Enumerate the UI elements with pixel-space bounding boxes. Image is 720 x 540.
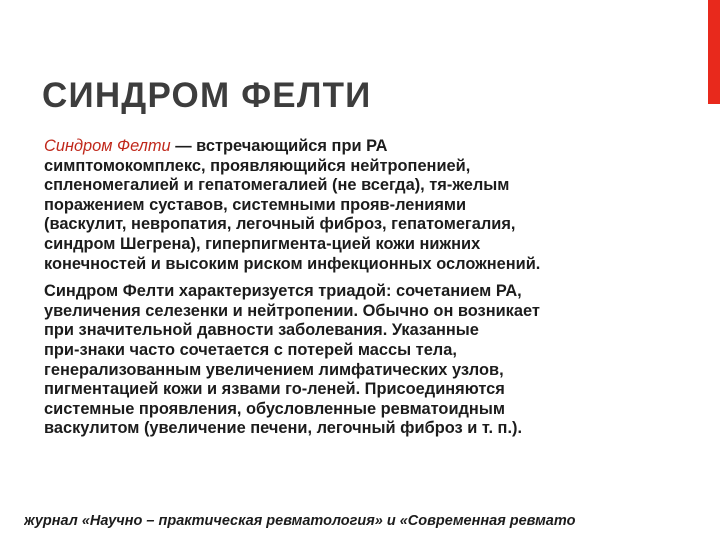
text-line: генерализованным увеличением лимфатических узлов, xyxy=(44,360,504,379)
text-line: Синдром Фелти характеризуется триадой: сочетанием РА, xyxy=(44,282,522,301)
text-line: поражением суставов, системными прояв-лениями xyxy=(44,195,467,214)
slide-body xyxy=(44,137,644,439)
text-line: спленомегалией и гепатомегалией (не всегда), тя-желым xyxy=(44,176,510,195)
slide-title: СИНДРОМ ФЕЛТИ xyxy=(42,76,372,115)
text-line: синдром Шегрена), гиперпигмента-цией кожи нижних xyxy=(44,234,481,253)
source-footer: журнал «Научно – практическая ревматология» и «Современная ревмато xyxy=(24,513,576,529)
text-line: при-знаки часто сочетается с потерей массы тела, xyxy=(44,340,457,359)
text-line: конечностей и высоким риском инфекционных осложнений. xyxy=(44,254,541,273)
text-line: пигментацией кожи и язвами го-леней. Присоединяются xyxy=(44,380,505,399)
paragraph-definition xyxy=(44,137,644,274)
text-line: (васкулит, невропатия, легочный фиброз, гепатомегалия, xyxy=(44,215,516,234)
term-highlight: Синдром Фелти xyxy=(44,137,171,155)
text-line: васкулитом (увеличение печени, легочный фиброз и т. п.). xyxy=(44,419,523,438)
text-line: симптомокомплекс, проявляющийся нейтропенией, xyxy=(44,156,471,175)
text-line: увеличения селезенки и нейтропении. Обычно он возникает xyxy=(44,301,540,320)
text-line: системные проявления, обусловленные ревматоидным xyxy=(44,399,505,418)
paragraph-characteristics xyxy=(44,282,644,439)
accent-bar xyxy=(708,0,720,104)
text-line: при значительной давности заболевания. Указанные xyxy=(44,321,479,340)
text-line: — встречающийся при РА xyxy=(170,137,388,155)
